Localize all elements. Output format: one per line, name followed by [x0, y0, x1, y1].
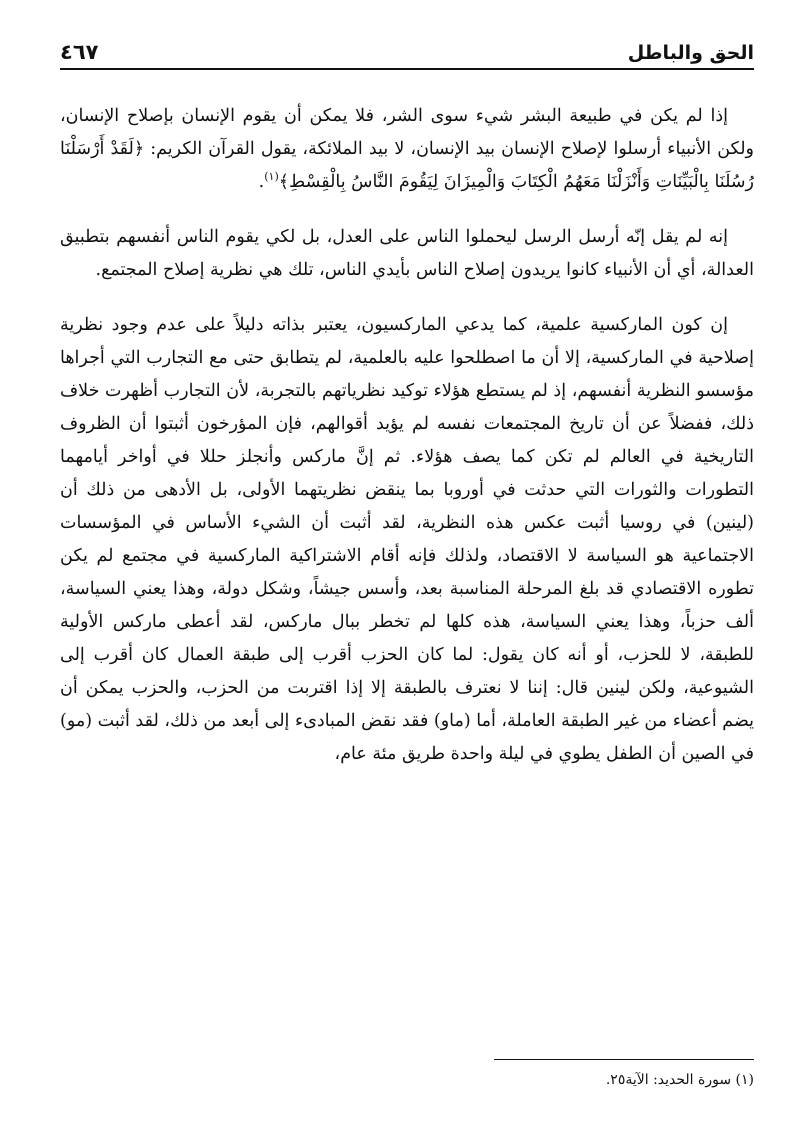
- footnote-divider: [494, 1059, 754, 1060]
- page-number: ٤٦٧: [60, 40, 99, 64]
- body-text: [60, 100, 754, 771]
- running-title: الحق والباطل: [627, 42, 754, 64]
- paragraph-1: [60, 100, 754, 199]
- footnote: (١) سورة الحديد: الآية٢٥.: [605, 1072, 754, 1088]
- book-page: [60, 28, 754, 1118]
- paragraph-3: إن كون الماركسية علمية، كما يدعي الماركسيون، يعتبر بذاته دليلاً على عدم وجود نظرية إصلاحية في الماركسية، إلا أن ما اصطلحوا عليه بالعلمية، لم يتطابق حتى مع التجارب التي أجراها مؤسسو النظرية أنفسهم، إذ لم يستطع هؤلاء توكيد نظرياتهم بالتجربة، لأن التجارب أظهرت خلاف ذلك، ففضلاً عن أن تاريخ المجتمعات نفسه لم يؤيد أقوالهم، فإن المؤرخون أثبتوا أن الظروف التاريخية في العالم لم تكن كما يصف هؤلاء. ثم إنَّ ماركس وأنجلز حللا في أواخر أيامهما التطورات والثورات التي حدثت في أوروبا بما ينقض نظريتهما الأولى، بل الأدهى من ذلك أن (لينين) في روسيا أثبت عكس هذه النظرية، لقد أثبت أن الشيء الأساس في المؤسسات الاجتماعية هو السياسة لا الاقتصاد، ولذلك فإنه أقام الاشتراكية الماركسية في مجتمع لم يكن تطوره الاقتصادي قد بلغ المرحلة المناسبة بعد، وأسس جيشاً، وشكل دولة، وهذا يعني السياسة، ألف حزباً، وهذا يعني السياسة، هذه كلها لم تخطر ببال ماركس، لقد أعطى ماركس الأولية للطبقة، لا للحزب، أو أنه كان يقول: لما كان الحزب أقرب إلى طبقة العمال كان أقرب إلى الشيوعية، ولكن لينين قال: إننا لا نعترف بالطبقة إلا إذا اقتربت من الحزب، والحزب يمكن أن يضم أعضاء من غير الطبقة العاملة، أما (ماو) فقد نقض المبادىء إلى أبعد من ذلك، لقد أثبت (مو) في الصين أن الطفل يطوي في ليلة واحدة طريق مئة عام،: [60, 315, 754, 764]
- paragraph-1-end: .: [258, 172, 265, 192]
- footnote-marker: (١): [264, 170, 279, 184]
- running-header: [60, 28, 754, 70]
- quran-verse: ﴿لَقَدْ أَرْسَلْنَا رُسُلَنَا بِالْبَيِّنَاتِ وَأَنْزَلْنَا مَعَهُمُ الْكِتَابَ وَالْمِيزَانَ لِيَقُومَ النَّاسُ بِالْقِسْطِ﴾: [60, 139, 754, 192]
- paragraph-2: إنه لم يقل إنّه أرسل الرسل ليحملوا الناس على العدل، بل لكي يقوم الناس أنفسهم بتطبيق العدالة، أي أن الأنبياء كانوا يريدون إصلاح الناس بأيدي الناس، تلك هي نظرية إصلاح المجتمع.: [60, 227, 754, 280]
- paragraph-1-text: إذا لم يكن في طبيعة البشر شيء سوى الشر، فلا يمكن أن يقوم الإنسان بإصلاح الإنسان، ولكن الأنبياء أرسلوا لإصلاح الإنسان بيد الإنسان، لا بيد الملائكة، يقول القرآن الكريم:: [60, 106, 754, 159]
